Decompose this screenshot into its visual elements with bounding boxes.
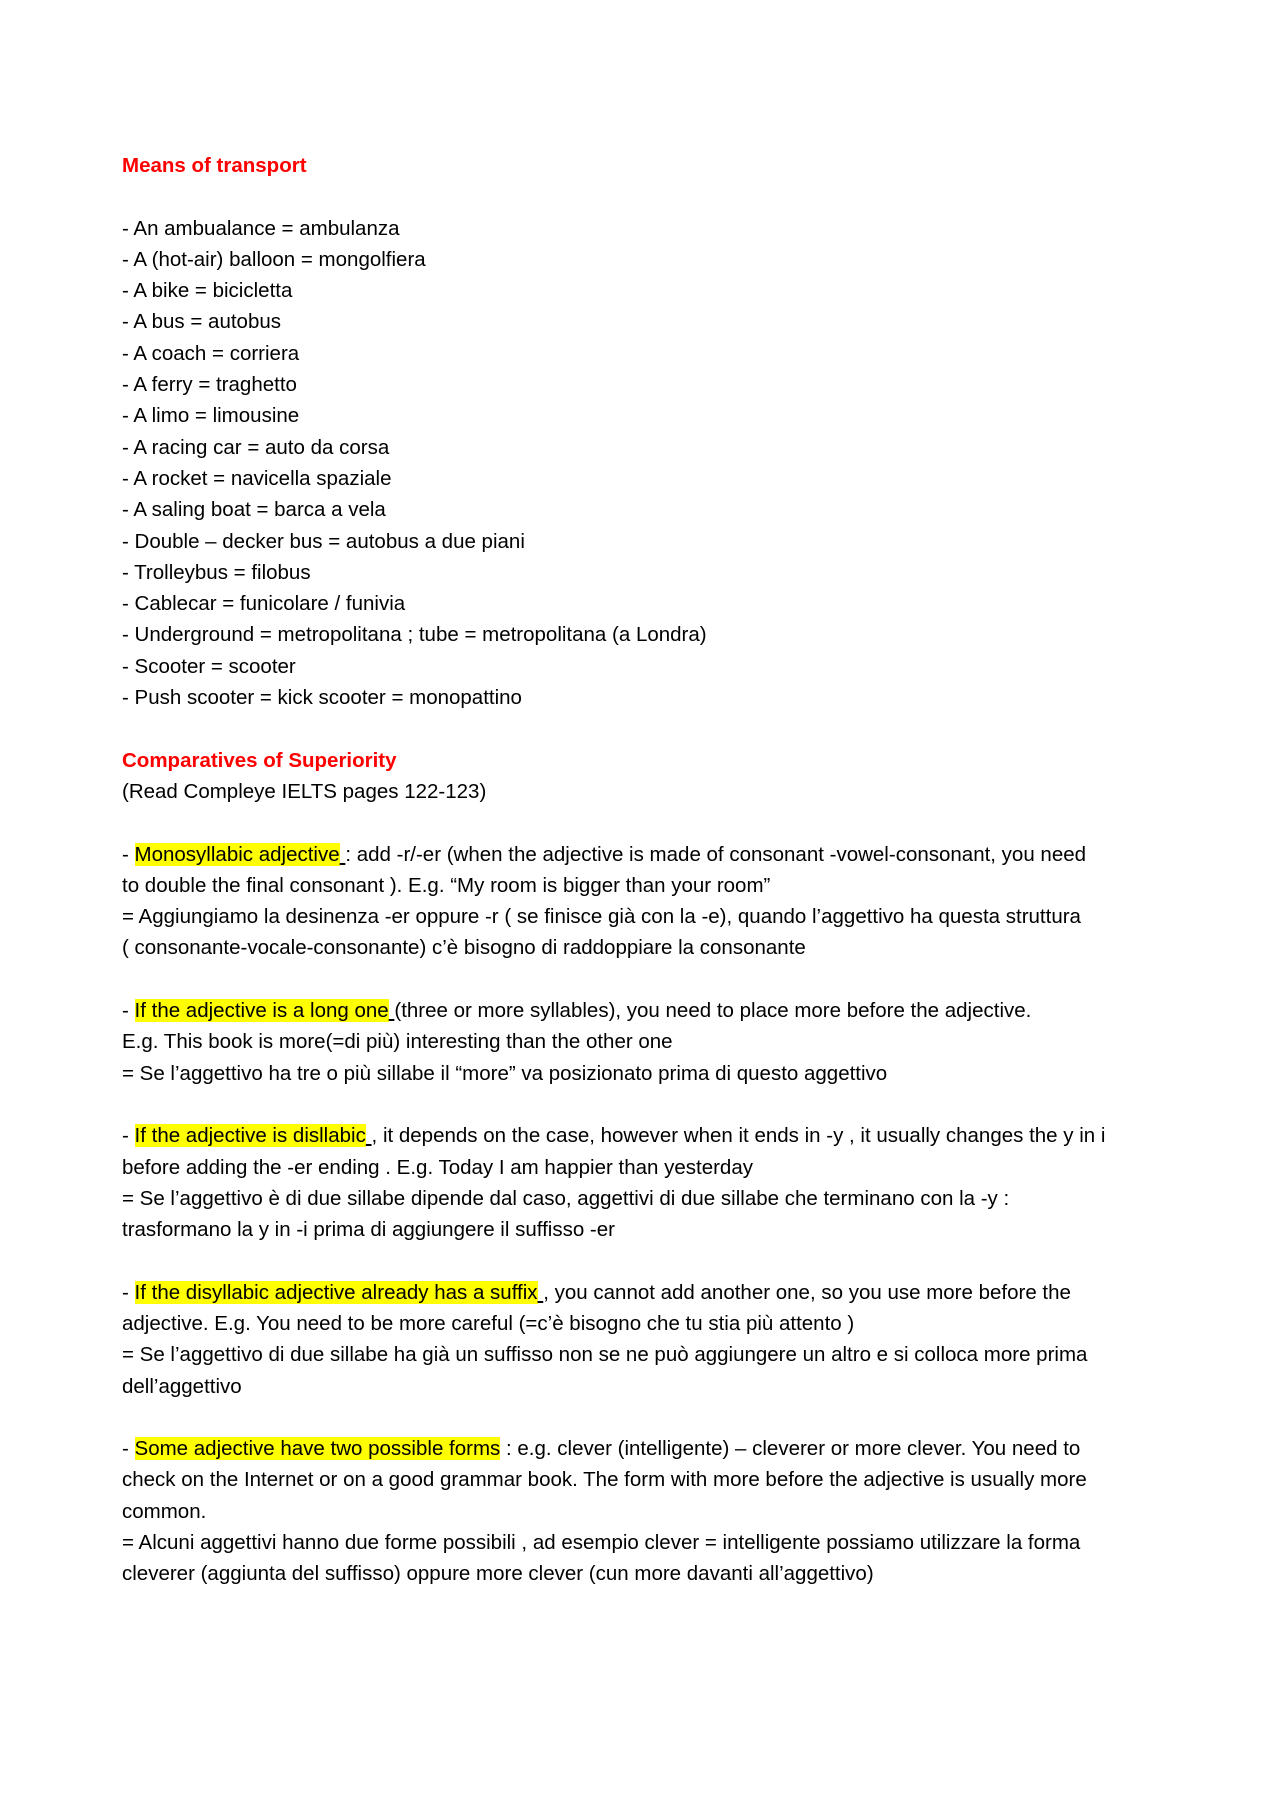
list-item: - Scooter = scooter — [122, 654, 296, 678]
rule-line: E.g. This book is more(=di più) interesting than the other one — [122, 1030, 673, 1054]
blank-line — [122, 713, 1177, 744]
rule-line: to double the final consonant ). E.g. “My room is bigger than your room” — [122, 873, 771, 897]
rule-line: trasformano la y in -i prima di aggiungere il suffisso -er — [122, 1218, 615, 1242]
rule-paragraph — [122, 1433, 1177, 1589]
rule-first-line — [122, 839, 1177, 870]
rule-line: dell’aggettivo — [122, 1374, 242, 1398]
list-item: - A (hot-air) balloon = mongolfiera — [122, 247, 426, 271]
rule-first-line-text: , you cannot add another one, so you use more before the — [543, 1280, 1071, 1304]
rule-first-line-text: , it depends on the case, however when it ends in -y , it usually changes the y in i — [371, 1124, 1106, 1148]
list-item: - Underground = metropolitana ; tube = metropolitana (a Londra) — [122, 623, 707, 647]
blank-line — [122, 807, 1177, 838]
document-body — [122, 150, 1177, 1590]
list-item: - Cablecar = funicolare / funivia — [122, 592, 406, 616]
rule-highlight: Some adjective have two possible forms — [134, 1437, 501, 1461]
list-item: - An ambualance = ambulanza — [122, 216, 400, 240]
rule-line: ( consonante-vocale-consonante) c’è bisogno di raddoppiare la consonante — [122, 936, 806, 960]
rule-first-line-text: : add -r/-er (when the adjective is made of consonant -vowel-consonant, you need — [345, 842, 1087, 866]
rule-dash: - — [122, 1437, 135, 1461]
list-item: - A limo = limousine — [122, 404, 300, 428]
blank-line — [122, 964, 1177, 995]
rule-paragraph — [122, 1277, 1177, 1402]
rule-highlight: Monosyllabic adjective — [134, 842, 340, 866]
list-item: - A bus = autobus — [122, 310, 281, 334]
rule-first-line-text: (three or more syllables), you need to place more before the adjective. — [394, 999, 1032, 1023]
rule-line: = Se l’aggettivo è di due sillabe dipende dal caso, aggettivi di due sillabe che terminano con la -y : — [122, 1186, 1010, 1210]
blank-line — [122, 1245, 1177, 1276]
rule-line: = Alcuni aggettivi hanno due forme possibili , ad esempio clever = intelligente possiamo utilizzare la forma — [122, 1531, 1081, 1555]
rule-line: = Aggiungiamo la desinenza -er oppure -r ( se finisce già con la -e), quando l’aggettivo ha questa struttura — [122, 905, 1081, 929]
rule-first-line — [122, 1433, 1177, 1464]
rule-highlight: If the adjective is a long one — [134, 999, 389, 1023]
rule-line: = Se l’aggettivo di due sillabe ha già un suffisso non se ne può aggiungere un altro e si colloca more prima — [122, 1343, 1088, 1367]
list-item: - A ferry = traghetto — [122, 373, 297, 397]
rule-highlight: If the adjective is disllabic — [134, 1124, 366, 1148]
rule-line: before adding the -er ending . E.g. Today I am happier than yesterday — [122, 1155, 753, 1179]
rule-dash: - — [122, 842, 135, 866]
list-item: - Double – decker bus = autobus a due piani — [122, 529, 525, 553]
list-item: - A bike = bicicletta — [122, 279, 293, 303]
rule-paragraph — [122, 995, 1177, 1089]
list-item: - Push scooter = kick scooter = monopattino — [122, 686, 522, 710]
rule-first-line-text: : e.g. clever (intelligente) – cleverer or more clever. You need to — [500, 1437, 1081, 1461]
list-item: - A racing car = auto da corsa — [122, 435, 390, 459]
rule-line: common. — [122, 1499, 207, 1523]
list-item: - A rocket = navicella spaziale — [122, 466, 392, 490]
list-item: - Trolleybus = filobus — [122, 560, 311, 584]
rule-dash: - — [122, 999, 135, 1023]
rule-dash: - — [122, 1124, 135, 1148]
rule-paragraph — [122, 1120, 1177, 1245]
blank-line — [122, 1089, 1177, 1120]
section-subtitle: (Read Compleye IELTS pages 122-123) — [122, 779, 487, 803]
rule-line: adjective. E.g. You need to be more careful (=c’è bisogno che tu stia più attento ) — [122, 1311, 855, 1335]
blank-line — [122, 1402, 1177, 1433]
transport-list — [122, 213, 1177, 714]
rule-line: check on the Internet or on a good grammar book. The form with more before the adjective is usually more — [122, 1468, 1087, 1492]
list-item: - A coach = corriera — [122, 341, 300, 365]
section-heading-transport: Means of transport — [122, 154, 307, 177]
rule-first-line — [122, 1120, 1177, 1151]
rule-paragraph — [122, 839, 1177, 964]
rule-dash: - — [122, 1280, 135, 1304]
rule-highlight: If the disyllabic adjective already has a suffix — [134, 1280, 538, 1304]
rule-first-line — [122, 995, 1177, 1026]
rule-line: = Se l’aggettivo ha tre o più sillabe il “more” va posizionato prima di questo aggettivo — [122, 1061, 888, 1085]
blank-line — [122, 181, 1177, 212]
rule-line: cleverer (aggiunta del suffisso) oppure more clever (cun more davanti all’aggettivo) — [122, 1562, 874, 1586]
section-heading-comparatives: Comparatives of Superiority — [122, 748, 397, 772]
rule-first-line — [122, 1277, 1177, 1308]
list-item: - A saling boat = barca a vela — [122, 498, 386, 522]
